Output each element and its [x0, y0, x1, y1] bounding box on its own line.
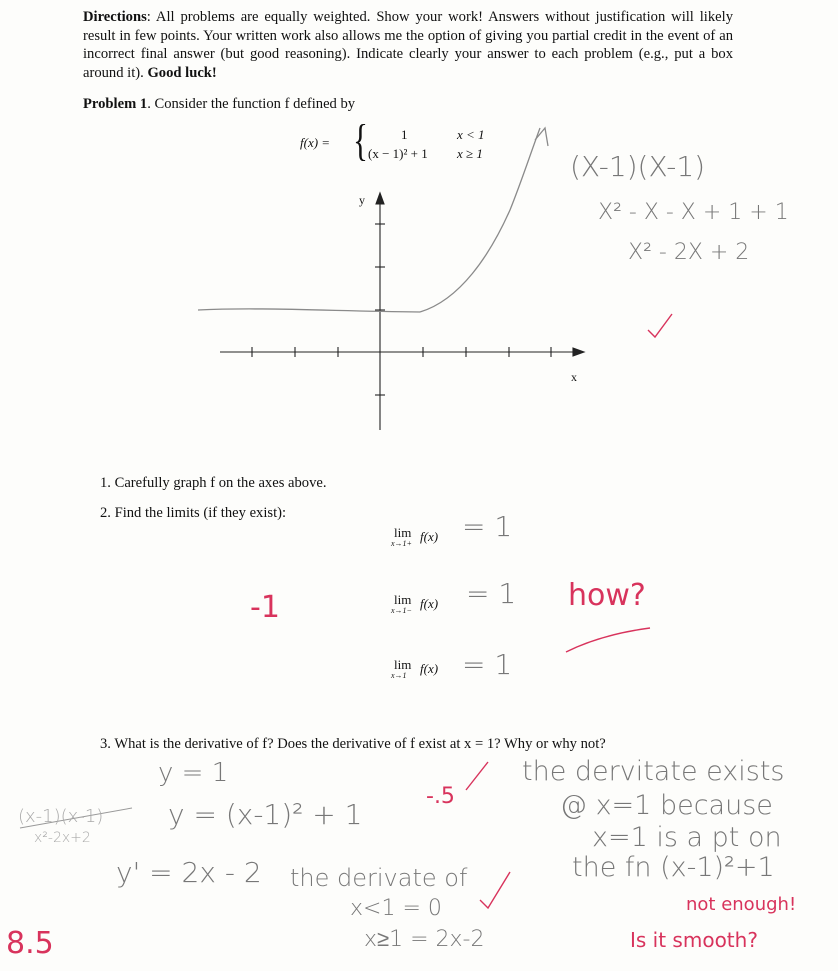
- y-axis-label: y: [359, 193, 365, 207]
- red-check-3: [466, 762, 488, 790]
- question-2: 2. Find the limits (if they exist):: [100, 505, 287, 521]
- directions-label: Directions: [83, 9, 147, 25]
- hand-limit-answer-1: = 1: [462, 510, 513, 543]
- x-axis-arrow: [573, 348, 584, 356]
- graph-parabola-piece: [420, 128, 540, 312]
- case1-value: 1: [401, 127, 408, 142]
- formula-brace: {: [353, 116, 368, 165]
- limit-left: [391, 592, 464, 616]
- grader-how: how?: [568, 578, 646, 613]
- red-check-2: [566, 628, 650, 652]
- directions-text: : All problems are equally weighted. Show your work! Answers without justification will likely result in few points. Your written work also allows me the option of giving you partial credit in the event of an incorrect final answer (but good reasoning). Indicate clearly your answer to each problem (e.g., put a box around it).: [83, 9, 733, 81]
- graph-arrowhead: [535, 128, 548, 146]
- hand-crossed-out: (x-1)(x-1): [18, 806, 104, 827]
- hand-exists-1: the dervitate exists: [522, 756, 785, 787]
- formula-lhs: f(x) =: [300, 135, 331, 150]
- limit-right: [391, 525, 464, 549]
- hand-deriv-5: x<1 = 0: [350, 896, 442, 921]
- limit-subscript: x→1−: [391, 606, 412, 615]
- limit-word: lim: [394, 525, 412, 540]
- hand-crossed-out-2: x²-2x+2: [34, 830, 91, 846]
- hand-exists-3: x=1 is a pt on: [592, 822, 782, 853]
- hand-deriv-3: y' = 2x - 2: [116, 856, 262, 889]
- question-1: 1. Carefully graph f on the axes above.: [100, 475, 327, 491]
- limit-word: lim: [394, 657, 412, 672]
- red-check-1: [648, 314, 672, 337]
- hand-deriv-1: y = 1: [158, 758, 229, 788]
- good-luck: Good luck!: [147, 64, 217, 81]
- limit-expression: f(x): [420, 596, 439, 611]
- grader-minus-one: -1: [250, 590, 280, 625]
- graph-constant-piece: [198, 309, 420, 312]
- hand-exists-4: the fn (x-1)²+1: [572, 852, 775, 883]
- problem-intro: . Consider the function f defined by: [147, 96, 356, 112]
- case2-condition: x ≥ 1: [457, 146, 483, 161]
- hand-deriv-2: y = (x-1)² + 1: [168, 798, 363, 831]
- grader-is-it-smooth: Is it smooth?: [630, 928, 758, 952]
- y-axis-arrow: [376, 193, 384, 204]
- hand-expand-3: X² - 2X + 2: [628, 240, 750, 265]
- red-check-4: [480, 872, 510, 908]
- limit-word: lim: [394, 592, 412, 607]
- x-axis-label: x: [571, 370, 577, 384]
- hand-expand-2: X² - X - X + 1 + 1: [598, 200, 789, 225]
- limit-two-sided: [391, 657, 464, 681]
- limit-subscript: x→1: [391, 671, 407, 680]
- question-3: 3. What is the derivative of f? Does the derivative of f exist at x = 1? Why or why not?: [100, 736, 606, 752]
- limit-subscript: x→1+: [391, 539, 412, 548]
- problem-label: Problem 1: [83, 96, 148, 112]
- hand-deriv-6: x≥1 = 2x-2: [364, 927, 485, 952]
- case2-value: (x − 1)² + 1: [368, 146, 428, 161]
- hand-limit-answer-2: = 1: [466, 577, 517, 610]
- hand-exists-2: @ x=1 because: [560, 790, 773, 821]
- case1-condition: x < 1: [457, 127, 485, 142]
- limit-expression: f(x): [420, 661, 439, 676]
- student-graph: [198, 128, 548, 312]
- hand-limit-answer-3: = 1: [462, 648, 513, 681]
- grader-half-off: -.5: [426, 784, 455, 809]
- grader-not-enough: not enough!: [686, 894, 797, 915]
- hand-expand-1: (X-1)(X-1): [570, 150, 706, 183]
- limit-expression: f(x): [420, 529, 439, 544]
- hand-deriv-4: the derivate of: [290, 864, 468, 892]
- grader-score: 8.5: [6, 926, 54, 961]
